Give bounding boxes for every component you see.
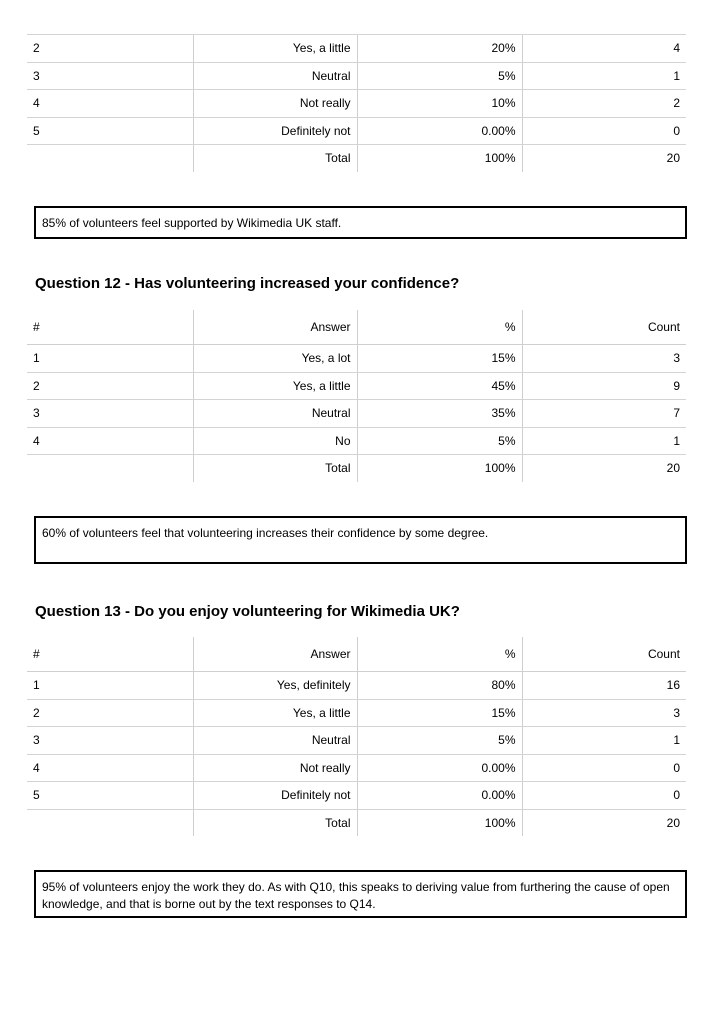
table-row	[27, 400, 686, 428]
summary-text: 95% of volunteers enjoy the work they do. As with Q10, this speaks to deriving value from furthering the cause of open knowledge, and that is borne out by the text responses to Q14.	[42, 880, 670, 911]
q13-results-table	[27, 637, 686, 836]
row-number: 5	[27, 782, 193, 810]
q12-results-table	[27, 310, 686, 482]
percent-cell: 35%	[357, 400, 522, 428]
answer-cell: Neutral	[193, 727, 357, 755]
count-cell: 3	[522, 345, 686, 373]
answer-cell: Yes, definitely	[193, 672, 357, 700]
table-row	[27, 117, 686, 145]
percent-cell: 10%	[357, 90, 522, 118]
total-row	[27, 809, 686, 836]
percent-cell: 20%	[357, 35, 522, 63]
count-cell: 7	[522, 400, 686, 428]
percent-cell: 0.00%	[357, 782, 522, 810]
row-number: 4	[27, 427, 193, 455]
count-cell: 1	[522, 62, 686, 90]
row-number: 3	[27, 727, 193, 755]
answer-cell: Not really	[193, 90, 357, 118]
answer-cell: Neutral	[193, 400, 357, 428]
table-header-row	[27, 310, 686, 345]
header-number: #	[27, 310, 193, 345]
row-number: 3	[27, 62, 193, 90]
q13-summary-box	[34, 870, 687, 918]
table-row	[27, 372, 686, 400]
table-row	[27, 427, 686, 455]
count-cell: 16	[522, 672, 686, 700]
q11-results-table	[27, 34, 686, 172]
q11-summary-box	[34, 206, 687, 239]
header-percent: %	[357, 310, 522, 345]
count-cell: 0	[522, 754, 686, 782]
header-count: Count	[522, 310, 686, 345]
table-row	[27, 782, 686, 810]
total-label: Total	[193, 145, 357, 172]
answer-cell: Definitely not	[193, 117, 357, 145]
header-percent: %	[357, 637, 522, 672]
answer-cell: Yes, a lot	[193, 345, 357, 373]
count-cell: 9	[522, 372, 686, 400]
summary-text: 60% of volunteers feel that volunteering increases their confidence by some degree.	[42, 526, 489, 540]
percent-cell: 5%	[357, 727, 522, 755]
row-number: 3	[27, 400, 193, 428]
count-cell: 1	[522, 427, 686, 455]
answer-cell: Yes, a little	[193, 372, 357, 400]
total-row	[27, 145, 686, 172]
total-label: Total	[193, 809, 357, 836]
answer-cell: Yes, a little	[193, 699, 357, 727]
count-cell: 3	[522, 699, 686, 727]
percent-cell: 0.00%	[357, 754, 522, 782]
table-row	[27, 754, 686, 782]
header-answer: Answer	[193, 637, 357, 672]
total-percent: 100%	[357, 145, 522, 172]
percent-cell: 5%	[357, 62, 522, 90]
percent-cell: 5%	[357, 427, 522, 455]
table-row	[27, 727, 686, 755]
row-number: 2	[27, 699, 193, 727]
count-cell: 0	[522, 117, 686, 145]
q12-summary-box	[34, 516, 687, 564]
row-number: 2	[27, 35, 193, 63]
header-answer: Answer	[193, 310, 357, 345]
row-number: 2	[27, 372, 193, 400]
table-row	[27, 699, 686, 727]
total-count: 20	[522, 455, 686, 482]
header-number: #	[27, 637, 193, 672]
answer-cell: Neutral	[193, 62, 357, 90]
q12-title: Question 12 - Has volunteering increased your confidence?	[35, 275, 460, 292]
table-row	[27, 90, 686, 118]
row-number: 1	[27, 345, 193, 373]
total-row	[27, 455, 686, 482]
row-number: 4	[27, 90, 193, 118]
percent-cell: 15%	[357, 699, 522, 727]
answer-cell: Not really	[193, 754, 357, 782]
total-percent: 100%	[357, 455, 522, 482]
table-row	[27, 35, 686, 63]
table-row	[27, 672, 686, 700]
percent-cell: 15%	[357, 345, 522, 373]
table-row	[27, 62, 686, 90]
table-header-row	[27, 637, 686, 672]
header-count: Count	[522, 637, 686, 672]
summary-text: 85% of volunteers feel supported by Wikimedia UK staff.	[42, 216, 342, 230]
answer-cell: No	[193, 427, 357, 455]
percent-cell: 0.00%	[357, 117, 522, 145]
count-cell: 2	[522, 90, 686, 118]
row-number: 4	[27, 754, 193, 782]
count-cell: 4	[522, 35, 686, 63]
row-number: 5	[27, 117, 193, 145]
count-cell: 0	[522, 782, 686, 810]
count-cell: 1	[522, 727, 686, 755]
total-percent: 100%	[357, 809, 522, 836]
percent-cell: 80%	[357, 672, 522, 700]
answer-cell: Yes, a little	[193, 35, 357, 63]
answer-cell: Definitely not	[193, 782, 357, 810]
percent-cell: 45%	[357, 372, 522, 400]
total-label: Total	[193, 455, 357, 482]
q13-title: Question 13 - Do you enjoy volunteering for Wikimedia UK?	[35, 603, 460, 620]
table-row	[27, 345, 686, 373]
total-count: 20	[522, 809, 686, 836]
total-count: 20	[522, 145, 686, 172]
row-number: 1	[27, 672, 193, 700]
